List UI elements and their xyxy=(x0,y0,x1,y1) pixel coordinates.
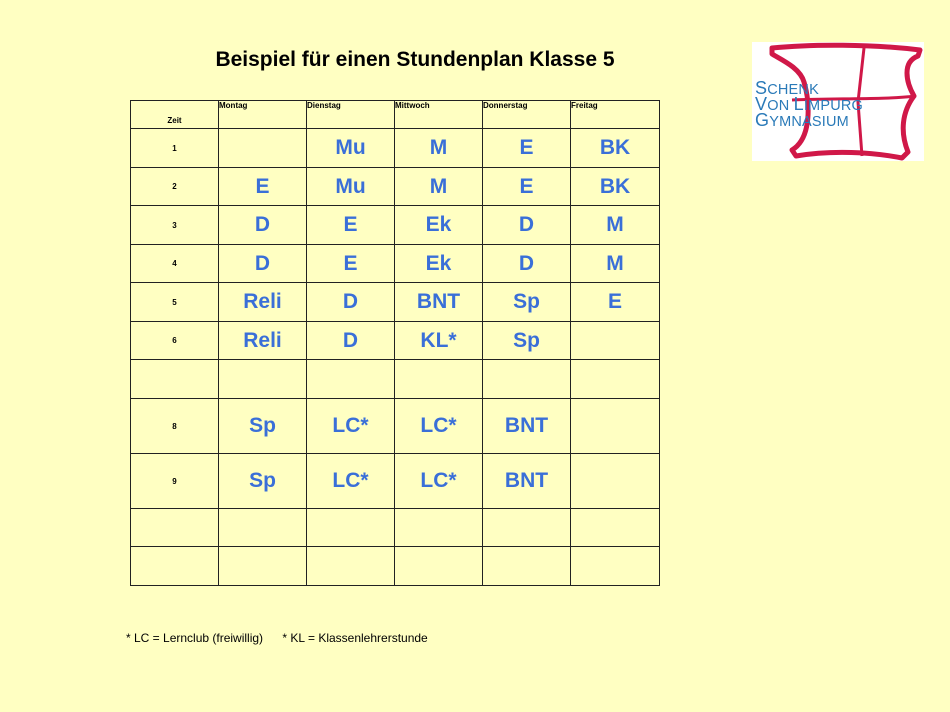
footnote-kl: * KL = Klassenlehrerstunde xyxy=(282,631,428,645)
subject-cell xyxy=(483,547,571,586)
subject-cell xyxy=(571,322,660,360)
subject-cell: Ek xyxy=(395,206,483,245)
period-number: 2 xyxy=(131,168,219,206)
timetable-header-row xyxy=(131,101,660,129)
subject-cell xyxy=(395,509,483,547)
footnote-lc: * LC = Lernclub (freiwillig) xyxy=(126,631,264,645)
table-row xyxy=(131,547,660,586)
subject-cell: D xyxy=(307,283,395,322)
table-row xyxy=(131,245,660,283)
subject-cell: E xyxy=(483,168,571,206)
subject-cell: E xyxy=(571,283,660,322)
subject-cell xyxy=(571,509,660,547)
subject-cell xyxy=(219,547,307,586)
subject-cell: E xyxy=(307,206,395,245)
subject-cell xyxy=(395,547,483,586)
subject-cell xyxy=(483,360,571,399)
header-dienstag: Dienstag xyxy=(307,101,395,129)
period-number: 4 xyxy=(131,245,219,283)
subject-cell: M xyxy=(571,245,660,283)
subject-cell: Sp xyxy=(483,283,571,322)
subject-cell xyxy=(219,129,307,168)
period-number: 3 xyxy=(131,206,219,245)
subject-cell xyxy=(307,547,395,586)
subject-cell: Mu xyxy=(307,129,395,168)
header-donnerstag: Donnerstag xyxy=(483,101,571,129)
table-row xyxy=(131,509,660,547)
period-number xyxy=(131,360,219,399)
subject-cell xyxy=(483,509,571,547)
subject-cell: D xyxy=(219,206,307,245)
subject-cell xyxy=(571,547,660,586)
logo-text-line3: GYMNASIUM xyxy=(755,110,849,130)
subject-cell: M xyxy=(571,206,660,245)
period-number xyxy=(131,547,219,586)
subject-cell: BNT xyxy=(483,399,571,454)
table-row xyxy=(131,168,660,206)
subject-cell: M xyxy=(395,168,483,206)
period-number: 8 xyxy=(131,399,219,454)
subject-cell: Sp xyxy=(219,399,307,454)
subject-cell: E xyxy=(483,129,571,168)
subject-cell: LC* xyxy=(307,454,395,509)
header-zeit: Zeit xyxy=(131,101,219,129)
footnote xyxy=(126,631,428,645)
header-freitag: Freitag xyxy=(571,101,660,129)
subject-cell: M xyxy=(395,129,483,168)
period-number: 1 xyxy=(131,129,219,168)
table-row xyxy=(131,399,660,454)
subject-cell: D xyxy=(483,206,571,245)
header-mittwoch: Mittwoch xyxy=(395,101,483,129)
page-title: Beispiel für einen Stundenplan Klasse 5 xyxy=(215,48,615,71)
subject-cell xyxy=(571,360,660,399)
subject-cell: E xyxy=(219,168,307,206)
subject-cell: KL* xyxy=(395,322,483,360)
subject-cell: Mu xyxy=(307,168,395,206)
timetable xyxy=(130,100,660,586)
subject-cell: D xyxy=(483,245,571,283)
logo-text-line2: VON LIMPURG xyxy=(755,94,864,114)
subject-cell: Sp xyxy=(483,322,571,360)
subject-cell: Sp xyxy=(219,454,307,509)
school-logo xyxy=(752,42,924,161)
period-number xyxy=(131,509,219,547)
table-row xyxy=(131,454,660,509)
subject-cell xyxy=(307,360,395,399)
table-row xyxy=(131,283,660,322)
logo-text-line1: SCHENK xyxy=(755,78,819,98)
period-number: 5 xyxy=(131,283,219,322)
table-row xyxy=(131,206,660,245)
period-number: 9 xyxy=(131,454,219,509)
subject-cell: LC* xyxy=(395,399,483,454)
subject-cell: Ek xyxy=(395,245,483,283)
subject-cell: D xyxy=(307,322,395,360)
header-montag: Montag xyxy=(219,101,307,129)
subject-cell: LC* xyxy=(395,454,483,509)
subject-cell xyxy=(571,399,660,454)
subject-cell: BK xyxy=(571,168,660,206)
subject-cell xyxy=(395,360,483,399)
subject-cell: BNT xyxy=(483,454,571,509)
subject-cell xyxy=(307,509,395,547)
subject-cell: LC* xyxy=(307,399,395,454)
table-row xyxy=(131,360,660,399)
period-number: 6 xyxy=(131,322,219,360)
subject-cell xyxy=(219,360,307,399)
subject-cell: D xyxy=(219,245,307,283)
subject-cell xyxy=(571,454,660,509)
subject-cell: Reli xyxy=(219,322,307,360)
table-row xyxy=(131,322,660,360)
subject-cell xyxy=(219,509,307,547)
subject-cell: BNT xyxy=(395,283,483,322)
subject-cell: BK xyxy=(571,129,660,168)
subject-cell: E xyxy=(307,245,395,283)
subject-cell: Reli xyxy=(219,283,307,322)
table-row xyxy=(131,129,660,168)
